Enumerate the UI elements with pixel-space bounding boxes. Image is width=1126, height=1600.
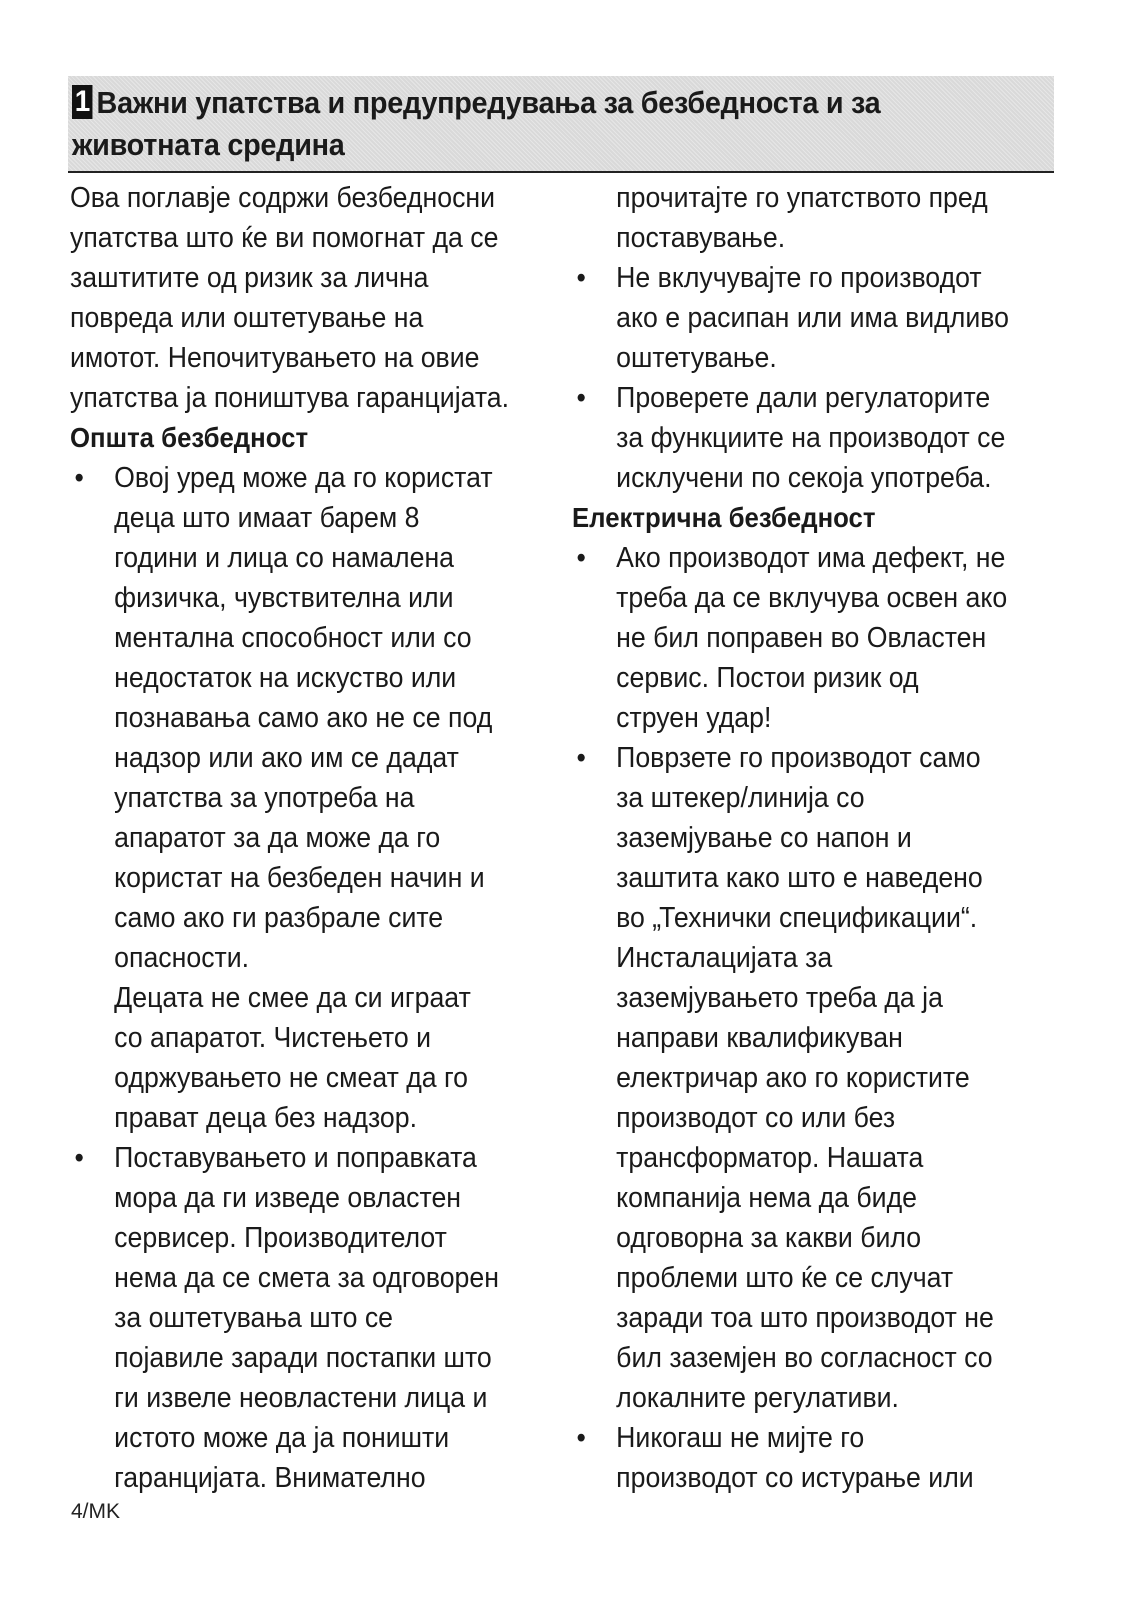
text-line: Проверете дали регулаторите [616, 382, 991, 414]
text-line: поставување. [616, 222, 786, 254]
text-line: упатства што ќе ви помогнат да се [70, 222, 499, 254]
bullet-icon: • [576, 262, 586, 294]
text-line: направи квалификуван [616, 1022, 903, 1054]
section-heading-general-safety: Општа безбедност [70, 422, 309, 453]
left-column [70, 178, 550, 1498]
bullet-icon: • [74, 1142, 84, 1174]
text-line: упатства ја поништува гаранцијата. [70, 382, 510, 414]
text-line: опасности. [114, 942, 250, 974]
right-column [572, 178, 1054, 1498]
text-line: одржувањето не смеат да го [114, 1062, 469, 1094]
text-line: заштитите од ризик за лична [70, 262, 429, 294]
text-line: оштетување. [616, 342, 777, 374]
text-line: Децата не смее да си играат [114, 982, 471, 1014]
text-line: ги извеле неовластени лица и [114, 1382, 488, 1414]
text-line: прочитајте го упатството пред [616, 182, 988, 214]
bullet-item [70, 458, 512, 1138]
text-line: апаратот за да може да го [114, 822, 441, 854]
text-line: со апаратот. Чистењето и [114, 1022, 432, 1054]
text-line: заштита како што е наведено [616, 862, 983, 894]
text-line: во „Технички спецификации“. [616, 902, 978, 934]
text-line: локалните регулативи. [616, 1382, 899, 1414]
text-line: за оштетувања што се [114, 1302, 394, 1334]
bullet-icon: • [576, 742, 586, 774]
text-line: појавиле заради постапки што [114, 1342, 492, 1374]
text-line: производот со или без [616, 1102, 896, 1134]
continued-text [572, 178, 1015, 258]
bullet-icon: • [74, 462, 84, 494]
text-line: електричар ако го користите [616, 1062, 970, 1094]
text-line: познавања само ако не се под [114, 702, 493, 734]
text-line: за функциите на производот се [616, 422, 1006, 454]
text-line: проблеми што ќе се случат [616, 1262, 954, 1294]
text-line: упатства за употреба на [114, 782, 415, 814]
text-line: Инсталацијата за [616, 942, 833, 974]
bullet-item [572, 258, 1015, 378]
text-line: користат на безбеден начин и [114, 862, 485, 894]
chapter-header [68, 76, 1054, 173]
text-line: одговорна за какви било [616, 1222, 922, 1254]
text-line: производот со истурање или [616, 1462, 974, 1494]
text-line: сервис. Постои ризик од [616, 662, 919, 694]
text-line: години и лица со намалена [114, 542, 455, 574]
bullet-icon: • [576, 1422, 586, 1454]
text-line: гаранцијата. Внимателно [114, 1462, 426, 1494]
text-line: имотот. Непочитувањето на овие [70, 342, 480, 374]
text-line: треба да се вклучува освен ако [616, 582, 1008, 614]
bullet-item [572, 538, 1015, 738]
text-line: физичка, чувствителна или [114, 582, 454, 614]
text-line: струен удар! [616, 702, 772, 734]
chapter-title [72, 82, 880, 166]
text-line: заземјување со напон и [616, 822, 912, 854]
text-line: повреда или оштетување на [70, 302, 424, 334]
text-line: не бил поправен во Овластен [616, 622, 987, 654]
intro-paragraph [70, 178, 512, 418]
text-line: бил заземјен во согласност со [616, 1342, 993, 1374]
text-line: заради тоа што производот не [616, 1302, 994, 1334]
bullet-item [572, 1418, 1015, 1498]
text-line: само ако ги разбрале сите [114, 902, 444, 934]
bullet-item [70, 1138, 512, 1498]
text-line: ако е расипан или има видливо [616, 302, 1009, 334]
text-line: трансформатор. Нашата [616, 1142, 924, 1174]
text-line: Ако производот има дефект, не [616, 542, 1006, 574]
text-line: за штекер/линија со [616, 782, 865, 814]
text-line: Поставувањето и поправката [114, 1142, 477, 1174]
section-heading-electrical-safety: Електрична безбедност [572, 502, 876, 533]
text-line: истото може да ја поништи [114, 1422, 450, 1454]
text-line: Не вклучувајте го производот [616, 262, 982, 294]
text-line: сервисер. Производителот [114, 1222, 447, 1254]
bullet-icon: • [576, 542, 586, 574]
text-line: компанија нема да биде [616, 1182, 917, 1214]
text-line: недостаток на искуство или [114, 662, 457, 694]
bullet-item [572, 378, 1015, 498]
text-line: Никогаш не мијте го [616, 1422, 865, 1454]
text-line: Ова поглавје содржи безбедносни [70, 182, 496, 214]
text-line: деца што имаат барем 8 [114, 502, 420, 534]
chapter-title-line-1: Важни упатства и предупредувања за безбедноста и за [96, 85, 881, 120]
text-line: Поврзете го производот само [616, 742, 981, 774]
bullet-item [572, 738, 1015, 1418]
text-line: исклучени по секоја употреба. [616, 462, 992, 494]
bullet-icon: • [576, 382, 586, 414]
text-line: надзор или ако им се дадат [114, 742, 459, 774]
text-line: прават деца без надзор. [114, 1102, 418, 1134]
text-line: нема да се смета за одговорен [114, 1262, 499, 1294]
text-line: заземјувањето треба да ја [616, 982, 943, 1014]
text-line: мора да ги изведе овластен [114, 1182, 462, 1214]
page-number: 4/MK [71, 1500, 121, 1523]
text-line: ментална способност или со [114, 622, 472, 654]
chapter-title-line-2: животната средина [72, 127, 345, 162]
text-line: Овој уред може да го користат [114, 462, 493, 494]
chapter-number-badge: 1 [72, 85, 93, 119]
